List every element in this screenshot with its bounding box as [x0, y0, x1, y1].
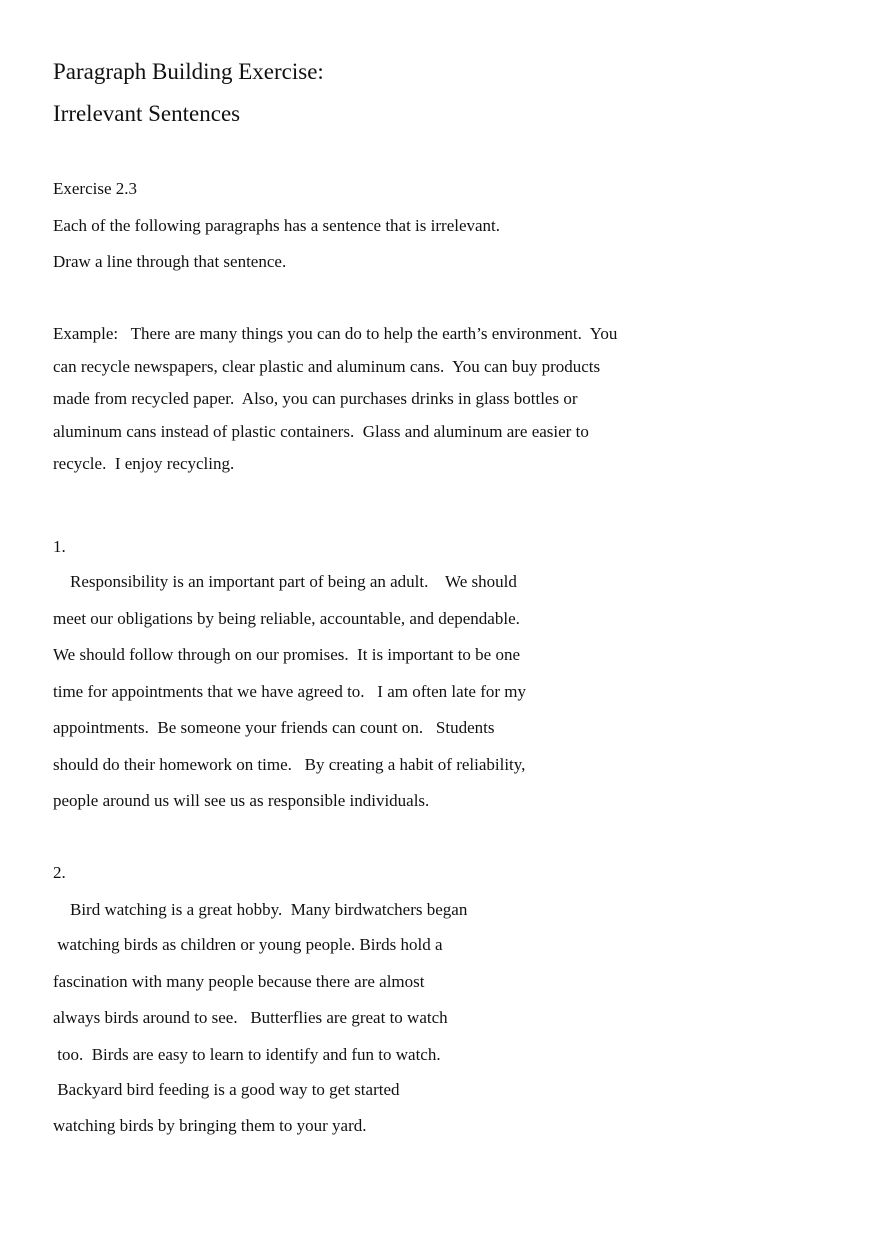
paragraph-1-line: appointments. Be someone your friends can count on. Students: [53, 718, 495, 737]
paragraph-2-line: Bird watching is a great hobby. Many birdwatchers began: [53, 900, 468, 919]
paragraph-1-line: should do their homework on time. By creating a habit of reliability,: [53, 755, 526, 774]
paragraph-2-line: fascination with many people because there are almost: [53, 972, 425, 991]
paragraph-2-line: Backyard bird feeding is a good way to get started: [53, 1080, 400, 1099]
paragraph-2-number: 2.: [53, 863, 66, 882]
paragraph-2-line: watching birds by bringing them to your yard.: [53, 1116, 367, 1135]
paragraph-2-line: too. Birds are easy to learn to identify and fun to watch.: [53, 1045, 441, 1064]
paragraph-1-line: meet our obligations by being reliable, accountable, and dependable.: [53, 609, 520, 628]
paragraph-2-line: always birds around to see. Butterflies are great to watch: [53, 1008, 448, 1027]
instruction-line: Draw a line through that sentence.: [53, 252, 287, 271]
example-line: recycle. I enjoy recycling.: [53, 454, 235, 473]
paragraph-1-line: We should follow through on our promises. It is important to be one: [53, 645, 521, 664]
paragraph-1-line: people around us will see us as responsible individuals.: [53, 791, 430, 810]
example-line: can recycle newspapers, clear plastic and aluminum cans. You can buy products: [53, 357, 601, 376]
example-line: aluminum cans instead of plastic containers. Glass and aluminum are easier to: [53, 422, 589, 441]
example-line: made from recycled paper. Also, you can purchases drinks in glass bottles or: [53, 389, 578, 408]
paragraph-2-line: watching birds as children or young people. Birds hold a: [53, 935, 443, 954]
page-subtitle: Irrelevant Sentences: [53, 101, 241, 126]
example-line: Example: There are many things you can do to help the earth’s environment. You: [53, 324, 618, 343]
page-title: Paragraph Building Exercise:: [53, 59, 324, 84]
instruction-line: Each of the following paragraphs has a sentence that is irrelevant.: [53, 216, 501, 235]
paragraph-1-number: 1.: [53, 537, 66, 556]
paragraph-1-line: time for appointments that we have agreed to. I am often late for my: [53, 682, 527, 701]
paragraph-1-line: Responsibility is an important part of being an adult. We should: [53, 572, 517, 591]
exercise-label: Exercise 2.3: [53, 179, 138, 198]
